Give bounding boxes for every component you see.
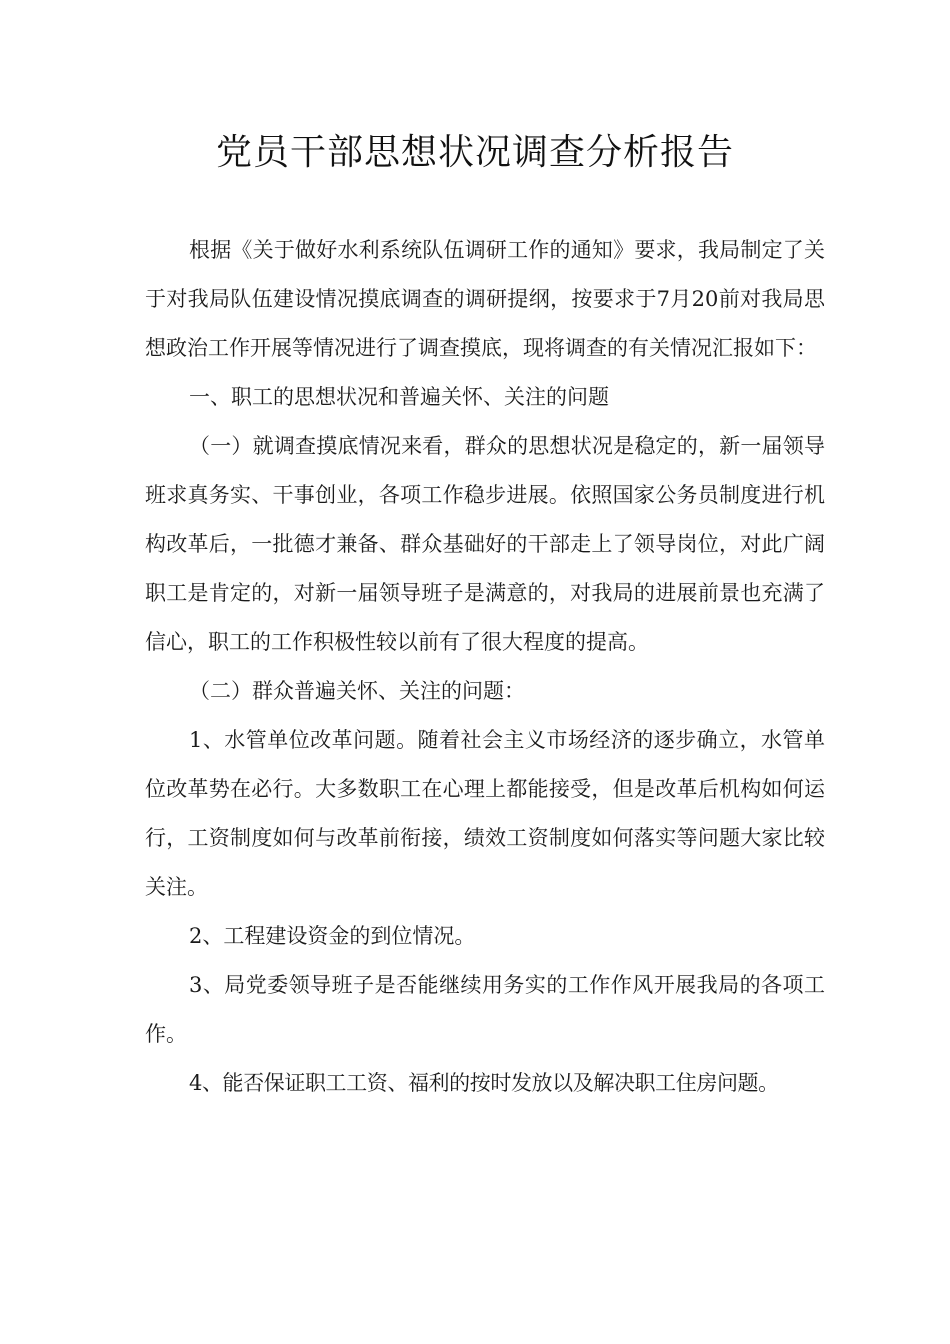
paragraph-subsection-1: （一）就调查摸底情况来看，群众的思想状况是稳定的，新一届领导班求真务实、干事创业，各项工作稳步进展。依照国家公务员制度进行机构改革后，一批德才兼备、群众基础好的干部走上了领导岗位，对此广阔职工是肯定的，对新一届领导班子是满意的，对我局的进展前景也充满了信心，职工的工作积极性较以前有了很大程度的提高。: [145, 434, 825, 654]
paragraph-intro: 根据《关于做好水利系统队伍调研工作的通知》要求，我局制定了关于对我局队伍建设情况摸底调查的调研提纲，按要求于7月20前对我局思想政治工作开展等情况进行了调查摸底，现将调查的有关情况汇报如下：: [145, 238, 825, 360]
paragraph-item-1: 1、水管单位改革问题。随着社会主义市场经济的逐步确立，水管单位改革势在必行。大多数职工在心理上都能接受，但是改革后机构如何运行，工资制度如何与改革前衔接，绩效工资制度如何落实等问题大家比较关注。: [145, 728, 825, 899]
paragraph-item-3: 3、局党委领导班子是否能继续用务实的工作作风开展我局的各项工作。: [145, 973, 825, 1046]
paragraph-subsection-2-heading: （二）群众普遍关怀、关注的问题：: [189, 679, 525, 703]
paragraph-item-4: 4、能否保证职工工资、福利的按时发放以及解决职工住房问题。: [189, 1071, 779, 1095]
document-title: 党员干部思想状况调查分析报告: [215, 132, 734, 173]
document-body: [145, 226, 825, 1108]
paragraph-section-1-heading: 一、职工的思想状况和普遍关怀、关注的问题: [189, 385, 609, 409]
paragraph-item-2: 2、工程建设资金的到位情况。: [189, 924, 476, 948]
